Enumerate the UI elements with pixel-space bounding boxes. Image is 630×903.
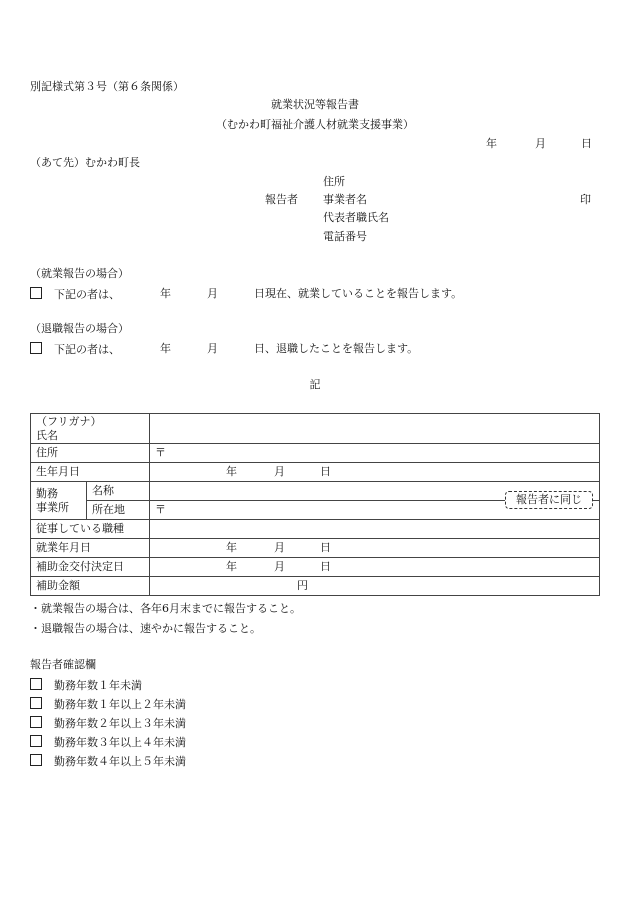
confirmation-item	[30, 697, 186, 712]
employment-report-year: 年	[160, 287, 171, 300]
table-row-job-type	[31, 520, 600, 539]
employment-report-prefix: 下記の者は、	[54, 288, 120, 301]
employee-info-table	[30, 413, 600, 596]
confirmation-item-label: 勤務年数３年以上４年未満	[54, 736, 186, 749]
confirmation-item-label: 勤務年数２年以上３年未満	[54, 717, 186, 730]
retirement-report-prefix: 下記の者は、	[54, 343, 120, 356]
subsidy-decision-month: 月	[274, 560, 286, 573]
confirmation-checkbox[interactable]	[30, 697, 42, 709]
confirmation-item	[30, 735, 186, 750]
table-row-subsidy-decision-date	[31, 558, 600, 577]
confirmation-item-label: 勤務年数４年以上５年未満	[54, 755, 186, 768]
subsidy-decision-day: 日	[320, 560, 332, 573]
table-row-employment-date	[31, 539, 600, 558]
table-row-name	[31, 414, 600, 444]
confirmation-checkbox[interactable]	[30, 754, 42, 766]
employment-date-field[interactable]	[150, 539, 600, 558]
birthdate-day: 日	[320, 465, 332, 478]
retirement-report-heading: （退職報告の場合）	[30, 322, 129, 335]
document-subtitle: （むかわ町福祉介護人材就業支援事業）	[216, 118, 414, 131]
table-row-location	[31, 501, 600, 520]
form-number: 別記様式第３号（第６条関係）	[30, 80, 184, 93]
table-row-birthdate	[31, 463, 600, 482]
name-field[interactable]	[150, 414, 600, 444]
confirmation-item	[30, 716, 186, 731]
subsidy-amount-field[interactable]	[150, 577, 600, 596]
note-employment: ・就業報告の場合は、各年6月末までに報告すること。	[30, 602, 301, 615]
retirement-report-suffix: 日、退職したことを報告します。	[254, 342, 419, 355]
job-type-field[interactable]	[150, 520, 600, 539]
name-label-cell	[31, 414, 150, 444]
reporter-representative-label: 代表者職氏名	[323, 211, 389, 224]
birthdate-label: 生年月日	[31, 463, 150, 482]
confirmation-item	[30, 754, 186, 769]
birthdate-field[interactable]	[150, 463, 600, 482]
address-field[interactable]	[150, 444, 600, 463]
job-type-label: 従事している職種	[31, 520, 150, 539]
workplace-label-1: 勤務	[36, 486, 58, 500]
note-retirement: ・退職報告の場合は、速やかに報告すること。	[30, 622, 261, 635]
subsidy-decision-date-label: 補助金交付決定日	[31, 558, 150, 577]
workplace-label-2: 事業所	[36, 500, 69, 514]
retirement-report-checkbox[interactable]	[30, 342, 42, 354]
location-field[interactable]	[150, 493, 600, 520]
reporter-business-name-label: 事業者名	[323, 193, 367, 206]
company-name-label: 名称	[87, 482, 150, 501]
furigana-label: （フリガナ）	[36, 414, 102, 428]
subsidy-amount-label: 補助金額	[31, 577, 150, 596]
retirement-report-line	[30, 342, 120, 357]
location-postal-mark: 〒	[155, 503, 167, 516]
reporter-phone-label: 電話番号	[323, 230, 367, 243]
employment-date-month: 月	[274, 541, 286, 554]
employment-date-day: 日	[320, 541, 332, 554]
same-as-reporter-button[interactable]: 報告者に同じ	[505, 491, 593, 509]
table-row-address	[31, 444, 600, 463]
confirmation-checkbox[interactable]	[30, 716, 42, 728]
employment-report-month: 月	[207, 287, 218, 300]
reporter-label: 報告者	[265, 193, 298, 206]
seal-mark: 印	[580, 193, 591, 206]
subsidy-decision-date-field[interactable]	[150, 558, 600, 577]
name-label: 氏名	[36, 428, 58, 442]
workplace-label	[31, 482, 87, 520]
retirement-report-month: 月	[207, 342, 218, 355]
employment-date-label: 就業年月日	[31, 539, 150, 558]
employment-report-suffix: 日現在、就業していることを報告します。	[254, 287, 463, 300]
confirmation-item-label: 勤務年数１年未満	[54, 679, 142, 692]
confirmation-item-label: 勤務年数１年以上２年未満	[54, 698, 186, 711]
postal-mark: 〒	[155, 446, 167, 459]
confirmation-checkbox[interactable]	[30, 735, 42, 747]
date-day-label: 日	[581, 137, 592, 150]
addressee: （あて先）むかわ町長	[30, 156, 140, 169]
employment-report-checkbox[interactable]	[30, 287, 42, 299]
confirmation-checkbox[interactable]	[30, 678, 42, 690]
birthdate-year: 年	[226, 465, 238, 478]
table-row-subsidy-amount	[31, 577, 600, 596]
confirmation-item	[30, 678, 142, 693]
birthdate-month: 月	[274, 465, 286, 478]
location-label: 所在地	[87, 501, 150, 520]
reporter-address-label: 住所	[323, 175, 345, 188]
yen-label: 円	[297, 579, 309, 592]
date-month-label: 月	[535, 137, 546, 150]
retirement-report-year: 年	[160, 342, 171, 355]
document-title: 就業状況等報告書	[271, 98, 359, 111]
employment-report-line	[30, 287, 120, 302]
ki-label: 記	[309, 378, 321, 391]
date-year-label: 年	[486, 137, 497, 150]
address-label: 住所	[31, 444, 150, 463]
subsidy-decision-year: 年	[226, 560, 238, 573]
employment-report-heading: （就業報告の場合）	[30, 267, 129, 280]
employment-date-year: 年	[226, 541, 238, 554]
confirmation-heading: 報告者確認欄	[30, 658, 96, 671]
